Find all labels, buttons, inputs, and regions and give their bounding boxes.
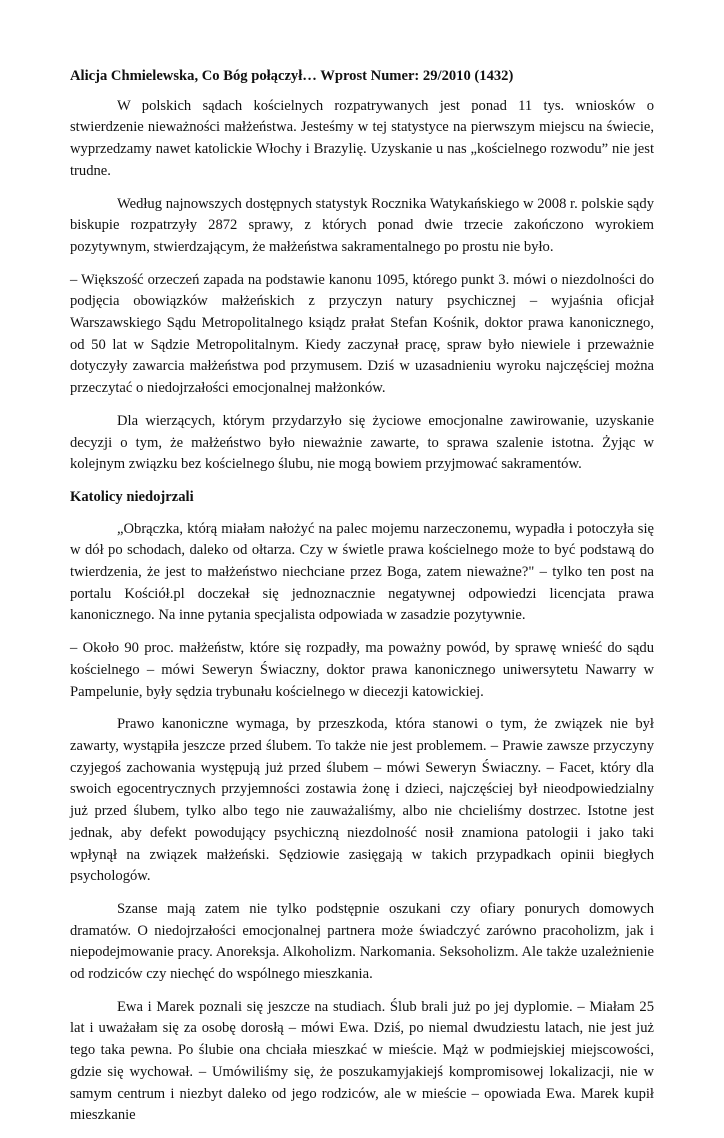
- paragraph: Dla wierzących, którym przydarzyło się życiowe emocjonalne zawirowanie, uzyskanie decyzji o tym, że małżeństwo było nieważnie zawarte, to sprawa szalenie istotna. Żyjąc w kolejnym związku bez kościelnego ślubu, nie mogą bowiem przyjmować sakramentów.: [70, 412, 654, 473]
- paragraph: Ewa i Marek poznali się jeszcze na studiach. Ślub brali już po jej dyplomie. – Miałam 25 lat i uważałam się za osobę dorosłą – mówi Ewa. Dziś, po niemal dwudziestu latach, nie jest już tego taka pewna. Po ślubie ona chciała mieszkać w mieście. Mąż w podmiejskiej miejscowości, gdzie się wychował. – Umówiliśmy się, że poszukamyjakiejś kompromisowej lokalizacji, nie w samym centrum i niezbyt daleko od jego rodziców, ale w mieście – opowiada Ewa. Marek kupił mieszkanie: [70, 998, 654, 1124]
- document-page: [70, 66, 654, 1138]
- section-heading: Katolicy niedojrzali: [70, 488, 194, 505]
- document-title: Alicja Chmielewska, Co Bóg połączył… Wprost Numer: 29/2010 (1432): [70, 68, 514, 84]
- paragraph: – Większość orzeczeń zapada na podstawie kanonu 1095, którego punkt 3. mówi o niezdolności do podjęcia obowiązków małżeńskich z przyczyn natury psychicznej – wyjaśnia oficjał Warszawskiego Sądu Metropolitalnego ksiądz prałat Stefan Kośnik, doktor prawa kanonicznego, od 50 lat w Sądzie Metropolitalnym. Kiedy zaczynał pracę, spraw było niewiele i przeważnie dotyczyły zawarcia małżeństwa pod przymusem. Dziś w uzasadnieniu wyroku najczęściej można przeczytać o niedojrzałości emocjonalnej małżonków.: [70, 271, 654, 397]
- paragraph: W polskich sądach kościelnych rozpatrywanych jest ponad 11 tys. wniosków o stwierdzenie nieważności małżeństwa. Jesteśmy w tej statystyce na pierwszym miejscu na świecie, wyprzedzamy nawet katolickie Włochy i Brazylię. Uzyskanie u nas „kościelnego rozwodu” nie jest trudne.: [70, 97, 654, 179]
- paragraph: Szanse mają zatem nie tylko podstępnie oszukani czy ofiary ponurych domowych dramatów. O niedojrzałości emocjonalnej partnera może świadczyć zarówno pracoholizm, jak i niepodejmowanie pracy. Anoreksja. Alkoholizm. Narkomania. Seksoholizm. Ale także uzależnienie od rodziców czy niechęć do wspólnego mieszkania.: [70, 900, 654, 983]
- paragraph: „Obrączka, którą miałam nałożyć na palec mojemu narzeczonemu, wypadła i potoczyła się w dół po schodach, daleko od ołtarza. Czy w świetle prawa kościelnego może to być podstawą do twierdzenia, że jest to małżeństwo niechciane przez Boga, zatem nieważne?" – tylko ten post na portalu Kościół.pl doczekał się jednoznacznie negatywnej odpowiedzi licencjata prawa kanonicznego. Na inne pytania specjalista odpowiada w zasadzie pozytywnie.: [70, 520, 654, 624]
- paragraph: Prawo kanoniczne wymaga, by przeszkoda, która stanowi o tym, że związek nie był zawarty, wystąpiła jeszcze przed ślubem. To także nie jest problemem. – Prawie zawsze przyczyny czyjegoś zachowania występują już przed ślubem – mówi Seweryn Świaczny. – Facet, który dla swoich egocentrycznych przyjemności zostawia żonę i dzieci, najczęściej był nieodpowiedzialny już przed ślubem, tylko albo tego nie zauważaliśmy, albo nie chcieliśmy dostrzec. Istotne jest jednak, aby defekt powodujący psychiczną niezdolność nosił znamiona patologii i jako taki wpłynął na związek małżeński. Sędziowie zasięgają w takich przypadkach opinii biegłych psychologów.: [70, 716, 654, 885]
- paragraph: Według najnowszych dostępnych statystyk Rocznika Watykańskiego w 2008 r. polskie sądy biskupie rozpatrzyły 2872 sprawy, z których ponad dwie trzecie zakończono wyrokiem pozytywnym, stwierdzającym, że małżeństwa sakramentalnego po prostu nie było.: [70, 195, 654, 255]
- paragraph: – Około 90 proc. małżeństw, które się rozpadły, ma poważny powód, by sprawę wnieść do sądu kościelnego – mówi Seweryn Świaczny, doktor prawa kanonicznego uniwersytetu Nawarry w Pampelunie, były sędzia trybunału kościelnego w diecezji katowickiej.: [70, 640, 654, 700]
